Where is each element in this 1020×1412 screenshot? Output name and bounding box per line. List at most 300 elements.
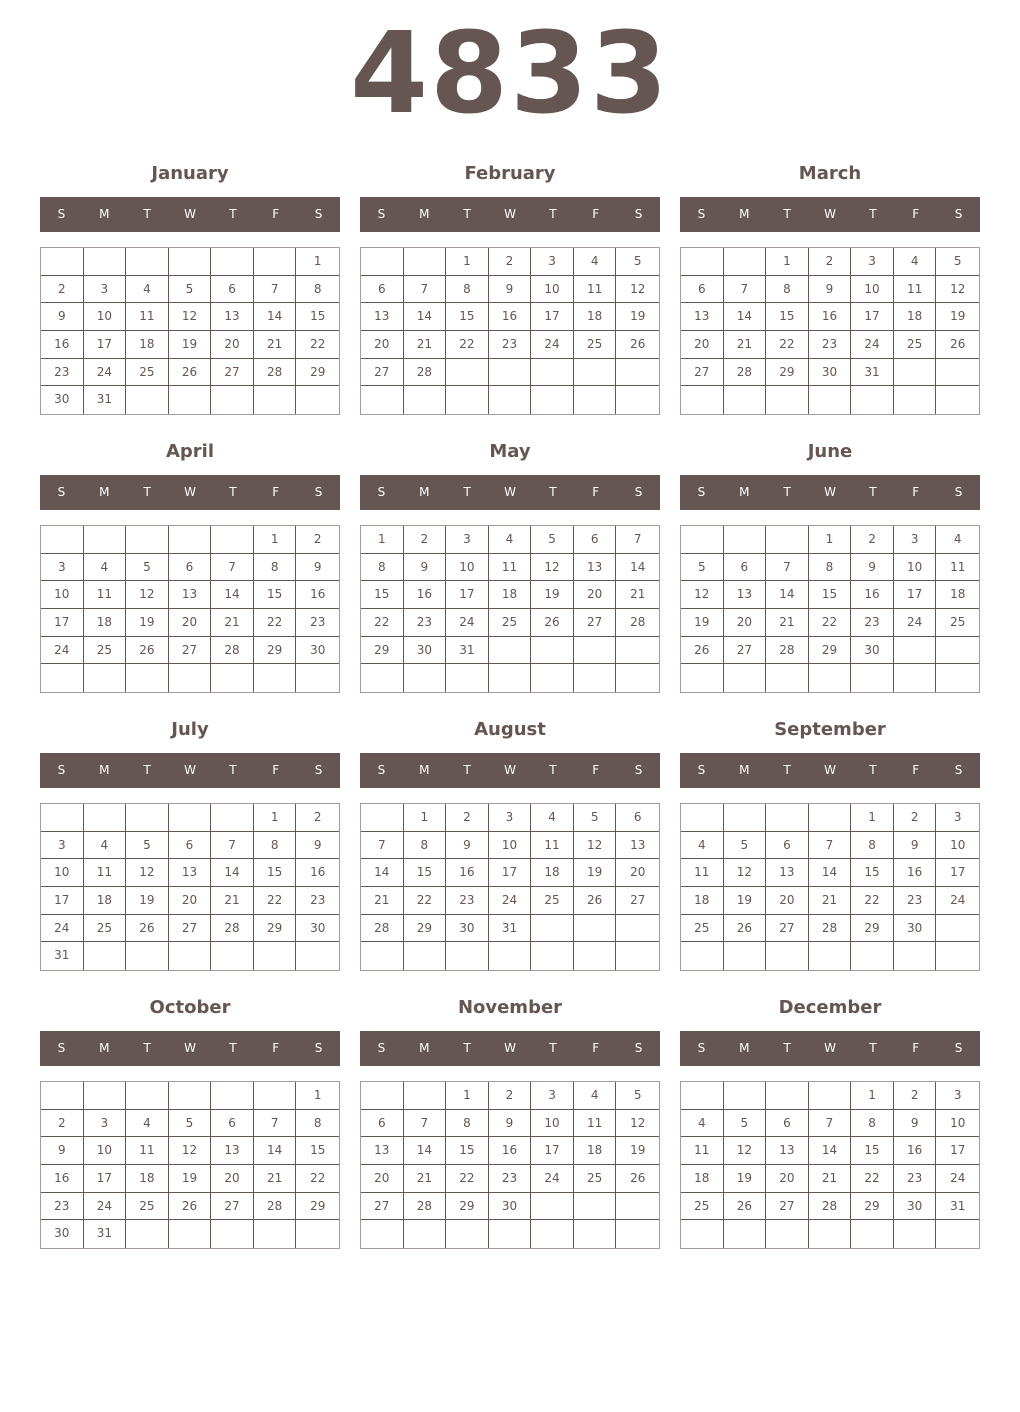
- day-cell: 10: [446, 554, 489, 582]
- day-cell: 21: [809, 1165, 852, 1193]
- weekday-label: M: [739, 1041, 750, 1055]
- weekday-label: M: [419, 763, 430, 777]
- weekday-label: M: [99, 763, 110, 777]
- weekday-header: [360, 475, 660, 510]
- day-cell: 15: [404, 859, 447, 887]
- day-cell: 13: [211, 1137, 254, 1165]
- day-cell: 1: [851, 804, 894, 832]
- day-cell: [211, 526, 254, 554]
- day-cell: 2: [296, 526, 339, 554]
- weekday-label: S: [377, 1041, 386, 1055]
- day-cell: 20: [616, 859, 659, 887]
- weekday-label: S: [57, 1041, 66, 1055]
- day-cell: 2: [809, 248, 852, 276]
- day-cell: [211, 1082, 254, 1110]
- day-cell: [531, 386, 574, 414]
- day-cell: 17: [936, 1137, 979, 1165]
- day-cell: [531, 1220, 574, 1248]
- day-cell: 28: [809, 1193, 852, 1221]
- day-cell: [361, 1082, 404, 1110]
- day-cell: 13: [681, 303, 724, 331]
- day-cell: 29: [254, 915, 297, 943]
- weekday-label: S: [57, 763, 66, 777]
- day-cell: [894, 359, 937, 387]
- day-cell: 14: [361, 859, 404, 887]
- day-cell: 31: [936, 1193, 979, 1221]
- day-cell: 26: [574, 887, 617, 915]
- day-cell: 16: [404, 581, 447, 609]
- day-cell: 25: [126, 359, 169, 387]
- day-cell: 6: [766, 1110, 809, 1138]
- day-cell: [84, 248, 127, 276]
- day-cell: 22: [296, 1165, 339, 1193]
- day-cell: 1: [766, 248, 809, 276]
- day-cell: 19: [936, 303, 979, 331]
- day-cell: 10: [894, 554, 937, 582]
- day-cell: 11: [84, 859, 127, 887]
- day-cell: 27: [361, 359, 404, 387]
- day-cell: [126, 942, 169, 970]
- day-cell: 30: [404, 637, 447, 665]
- day-cell: 23: [41, 359, 84, 387]
- day-cell: [361, 248, 404, 276]
- day-cell: 4: [936, 526, 979, 554]
- day-cell: 31: [489, 915, 532, 943]
- month-title: October: [149, 997, 231, 1018]
- day-cell: [531, 1193, 574, 1221]
- day-cell: [766, 1220, 809, 1248]
- day-cell: 19: [616, 303, 659, 331]
- weekday-header: [680, 1031, 980, 1066]
- day-cell: 14: [809, 1137, 852, 1165]
- day-cell: 29: [809, 637, 852, 665]
- day-cell: [894, 942, 937, 970]
- day-cell: 6: [169, 554, 212, 582]
- day-cell: [936, 1220, 979, 1248]
- day-cell: 24: [446, 609, 489, 637]
- weekday-header: [680, 475, 980, 510]
- day-cell: 2: [894, 1082, 937, 1110]
- day-cell: [681, 942, 724, 970]
- day-cell: 5: [126, 832, 169, 860]
- day-cell: 7: [809, 1110, 852, 1138]
- day-cell: 28: [361, 915, 404, 943]
- weekday-label: T: [783, 763, 791, 777]
- day-cell: 15: [296, 303, 339, 331]
- weekday-label: M: [419, 1041, 430, 1055]
- day-cell: 25: [84, 915, 127, 943]
- day-cell: 3: [489, 804, 532, 832]
- day-cell: [296, 664, 339, 692]
- day-cell: 14: [404, 303, 447, 331]
- weekday-label: S: [697, 485, 706, 499]
- day-cell: [169, 942, 212, 970]
- weekday-header: [680, 197, 980, 232]
- weekday-label: F: [272, 763, 280, 777]
- weekday-label: F: [592, 485, 600, 499]
- day-cell: 23: [851, 609, 894, 637]
- day-cell: 26: [169, 1193, 212, 1221]
- day-cell: 28: [211, 915, 254, 943]
- day-cell: 4: [574, 1082, 617, 1110]
- weekday-label: S: [314, 1041, 323, 1055]
- day-cell: 21: [404, 331, 447, 359]
- day-cell: [936, 386, 979, 414]
- day-cell: 8: [851, 1110, 894, 1138]
- day-cell: 15: [296, 1137, 339, 1165]
- day-cell: 15: [851, 1137, 894, 1165]
- day-cell: [681, 664, 724, 692]
- day-cell: 24: [84, 359, 127, 387]
- day-cell: [126, 664, 169, 692]
- day-cell: 28: [254, 1193, 297, 1221]
- day-cell: 29: [851, 1193, 894, 1221]
- day-cell: 9: [404, 554, 447, 582]
- day-cell: [404, 942, 447, 970]
- day-cell: 12: [574, 832, 617, 860]
- day-cell: 9: [296, 832, 339, 860]
- month-title: August: [474, 719, 546, 740]
- weekday-header: [40, 475, 340, 510]
- day-cell: 20: [766, 887, 809, 915]
- day-cell: 4: [126, 1110, 169, 1138]
- day-cell: 11: [894, 276, 937, 304]
- day-grid: [360, 1081, 660, 1249]
- day-cell: 31: [41, 942, 84, 970]
- day-cell: [724, 1082, 767, 1110]
- day-cell: 25: [574, 331, 617, 359]
- day-cell: 31: [84, 386, 127, 414]
- day-cell: 17: [851, 303, 894, 331]
- day-cell: 22: [809, 609, 852, 637]
- day-cell: [254, 386, 297, 414]
- day-grid: [360, 525, 660, 693]
- day-cell: 12: [126, 859, 169, 887]
- day-cell: 13: [766, 859, 809, 887]
- day-cell: 21: [404, 1165, 447, 1193]
- day-cell: [851, 942, 894, 970]
- day-cell: 28: [404, 359, 447, 387]
- day-cell: 6: [574, 526, 617, 554]
- day-cell: 10: [851, 276, 894, 304]
- day-cell: 27: [169, 915, 212, 943]
- day-cell: [724, 1220, 767, 1248]
- day-cell: 29: [404, 915, 447, 943]
- day-cell: 25: [84, 637, 127, 665]
- day-cell: [531, 915, 574, 943]
- day-cell: [724, 804, 767, 832]
- day-cell: 21: [254, 1165, 297, 1193]
- weekday-label: S: [57, 207, 66, 221]
- day-cell: 21: [361, 887, 404, 915]
- weekday-label: S: [634, 763, 643, 777]
- day-cell: 10: [84, 1137, 127, 1165]
- day-cell: 27: [766, 1193, 809, 1221]
- day-cell: 27: [616, 887, 659, 915]
- day-cell: 19: [531, 581, 574, 609]
- day-cell: 18: [84, 609, 127, 637]
- day-cell: 30: [296, 637, 339, 665]
- day-cell: 23: [809, 331, 852, 359]
- day-cell: [766, 1082, 809, 1110]
- day-cell: 5: [936, 248, 979, 276]
- day-cell: [84, 664, 127, 692]
- day-cell: 10: [41, 859, 84, 887]
- weekday-label: W: [504, 207, 516, 221]
- day-cell: [531, 942, 574, 970]
- day-cell: [446, 359, 489, 387]
- day-cell: [894, 664, 937, 692]
- weekday-label: T: [463, 207, 471, 221]
- day-cell: 27: [211, 359, 254, 387]
- weekday-label: W: [824, 1041, 836, 1055]
- day-cell: 16: [489, 303, 532, 331]
- weekday-label: W: [824, 763, 836, 777]
- day-cell: 17: [84, 331, 127, 359]
- day-cell: [489, 637, 532, 665]
- day-cell: 11: [126, 303, 169, 331]
- day-cell: 30: [296, 915, 339, 943]
- weekday-label: S: [954, 207, 963, 221]
- day-cell: [616, 1220, 659, 1248]
- day-cell: 14: [254, 303, 297, 331]
- day-cell: 18: [84, 887, 127, 915]
- day-cell: 25: [681, 1193, 724, 1221]
- day-cell: 7: [616, 526, 659, 554]
- day-cell: 30: [894, 915, 937, 943]
- day-cell: 4: [574, 248, 617, 276]
- day-cell: [361, 664, 404, 692]
- weekday-label: S: [954, 485, 963, 499]
- day-cell: 18: [936, 581, 979, 609]
- day-cell: 1: [446, 248, 489, 276]
- day-cell: 24: [851, 331, 894, 359]
- weekday-label: S: [314, 207, 323, 221]
- day-cell: [84, 1082, 127, 1110]
- day-cell: 4: [681, 832, 724, 860]
- day-cell: 11: [574, 1110, 617, 1138]
- day-cell: 10: [936, 1110, 979, 1138]
- day-cell: 2: [41, 1110, 84, 1138]
- day-cell: 12: [531, 554, 574, 582]
- day-cell: 26: [126, 915, 169, 943]
- day-cell: 14: [211, 859, 254, 887]
- day-cell: 17: [936, 859, 979, 887]
- day-cell: 12: [724, 859, 767, 887]
- day-cell: 4: [894, 248, 937, 276]
- day-cell: 13: [574, 554, 617, 582]
- day-cell: 19: [126, 887, 169, 915]
- day-cell: 11: [681, 859, 724, 887]
- day-cell: 20: [766, 1165, 809, 1193]
- day-cell: 13: [766, 1137, 809, 1165]
- day-cell: 29: [254, 637, 297, 665]
- day-cell: 8: [809, 554, 852, 582]
- day-cell: 3: [84, 276, 127, 304]
- day-cell: 21: [254, 331, 297, 359]
- day-cell: [41, 664, 84, 692]
- day-cell: [809, 1220, 852, 1248]
- weekday-label: S: [954, 1041, 963, 1055]
- month-title: March: [798, 163, 862, 184]
- day-cell: 22: [851, 887, 894, 915]
- day-cell: [446, 664, 489, 692]
- day-cell: [169, 526, 212, 554]
- day-cell: 26: [724, 1193, 767, 1221]
- day-cell: 22: [254, 609, 297, 637]
- day-cell: [574, 386, 617, 414]
- day-cell: 7: [361, 832, 404, 860]
- day-cell: 15: [254, 581, 297, 609]
- day-cell: 2: [489, 1082, 532, 1110]
- day-cell: [211, 1220, 254, 1248]
- day-cell: [211, 664, 254, 692]
- day-grid: [680, 525, 980, 693]
- day-cell: 27: [211, 1193, 254, 1221]
- day-cell: 11: [84, 581, 127, 609]
- day-cell: 21: [724, 331, 767, 359]
- day-cell: [616, 359, 659, 387]
- month-title: May: [489, 441, 531, 462]
- day-cell: 30: [809, 359, 852, 387]
- day-cell: 14: [766, 581, 809, 609]
- day-cell: 20: [681, 331, 724, 359]
- day-cell: [169, 386, 212, 414]
- day-cell: 27: [766, 915, 809, 943]
- day-cell: 9: [894, 1110, 937, 1138]
- day-cell: 10: [41, 581, 84, 609]
- day-cell: 2: [296, 804, 339, 832]
- day-cell: [489, 942, 532, 970]
- weekday-label: W: [504, 763, 516, 777]
- day-cell: 10: [531, 276, 574, 304]
- weekday-label: S: [697, 763, 706, 777]
- day-cell: 16: [296, 581, 339, 609]
- day-cell: 11: [126, 1137, 169, 1165]
- day-cell: [574, 942, 617, 970]
- day-cell: 30: [851, 637, 894, 665]
- day-cell: 1: [254, 526, 297, 554]
- day-cell: 3: [894, 526, 937, 554]
- day-cell: 15: [254, 859, 297, 887]
- weekday-label: M: [99, 1041, 110, 1055]
- weekday-label: T: [463, 763, 471, 777]
- day-cell: 19: [169, 1165, 212, 1193]
- day-cell: 26: [169, 359, 212, 387]
- day-cell: 3: [531, 248, 574, 276]
- day-cell: [766, 664, 809, 692]
- day-cell: 9: [894, 832, 937, 860]
- day-cell: [446, 942, 489, 970]
- month-title: February: [464, 163, 556, 184]
- day-cell: 9: [851, 554, 894, 582]
- day-cell: 17: [41, 609, 84, 637]
- day-cell: [936, 664, 979, 692]
- day-cell: 15: [851, 859, 894, 887]
- day-cell: 29: [851, 915, 894, 943]
- day-cell: [126, 1220, 169, 1248]
- day-cell: 17: [531, 303, 574, 331]
- day-cell: 5: [616, 1082, 659, 1110]
- day-cell: 22: [296, 331, 339, 359]
- day-cell: 9: [41, 303, 84, 331]
- day-cell: [126, 1082, 169, 1110]
- day-cell: 20: [361, 1165, 404, 1193]
- day-cell: 26: [531, 609, 574, 637]
- day-cell: [404, 1082, 447, 1110]
- weekday-label: S: [634, 207, 643, 221]
- day-cell: 18: [126, 1165, 169, 1193]
- day-cell: 23: [404, 609, 447, 637]
- day-cell: [851, 1220, 894, 1248]
- weekday-label: F: [272, 485, 280, 499]
- weekday-label: W: [824, 207, 836, 221]
- day-cell: 12: [126, 581, 169, 609]
- day-cell: 16: [894, 1137, 937, 1165]
- day-cell: 18: [681, 1165, 724, 1193]
- day-cell: 1: [254, 804, 297, 832]
- weekday-label: S: [377, 485, 386, 499]
- day-cell: 3: [41, 554, 84, 582]
- day-cell: 16: [851, 581, 894, 609]
- day-cell: [851, 386, 894, 414]
- day-cell: [254, 248, 297, 276]
- day-cell: [489, 386, 532, 414]
- month-title: June: [807, 441, 853, 462]
- day-cell: 19: [616, 1137, 659, 1165]
- day-cell: 27: [169, 637, 212, 665]
- day-cell: 25: [936, 609, 979, 637]
- day-cell: [766, 386, 809, 414]
- day-cell: 13: [169, 581, 212, 609]
- day-grid: [680, 247, 980, 415]
- weekday-header: [360, 753, 660, 788]
- day-cell: 12: [936, 276, 979, 304]
- day-cell: 29: [361, 637, 404, 665]
- day-cell: [361, 942, 404, 970]
- weekday-label: S: [634, 1041, 643, 1055]
- weekday-label: F: [592, 763, 600, 777]
- day-cell: 14: [809, 859, 852, 887]
- day-cell: 26: [616, 1165, 659, 1193]
- day-cell: 8: [254, 554, 297, 582]
- day-cell: [681, 1082, 724, 1110]
- weekday-label: F: [912, 1041, 920, 1055]
- day-cell: [404, 664, 447, 692]
- day-cell: 11: [574, 276, 617, 304]
- weekday-label: S: [57, 485, 66, 499]
- weekday-label: T: [229, 1041, 237, 1055]
- day-cell: 22: [404, 887, 447, 915]
- day-cell: 18: [894, 303, 937, 331]
- day-cell: 13: [211, 303, 254, 331]
- day-cell: 19: [681, 609, 724, 637]
- weekday-label: T: [783, 207, 791, 221]
- day-cell: [851, 664, 894, 692]
- day-cell: [936, 942, 979, 970]
- day-cell: [766, 526, 809, 554]
- day-cell: 14: [724, 303, 767, 331]
- day-grid: [40, 525, 340, 693]
- day-cell: 17: [84, 1165, 127, 1193]
- day-cell: [489, 664, 532, 692]
- month-title: July: [171, 719, 209, 740]
- day-cell: 10: [936, 832, 979, 860]
- day-cell: [894, 1220, 937, 1248]
- day-cell: 28: [724, 359, 767, 387]
- day-cell: 7: [724, 276, 767, 304]
- day-cell: 1: [404, 804, 447, 832]
